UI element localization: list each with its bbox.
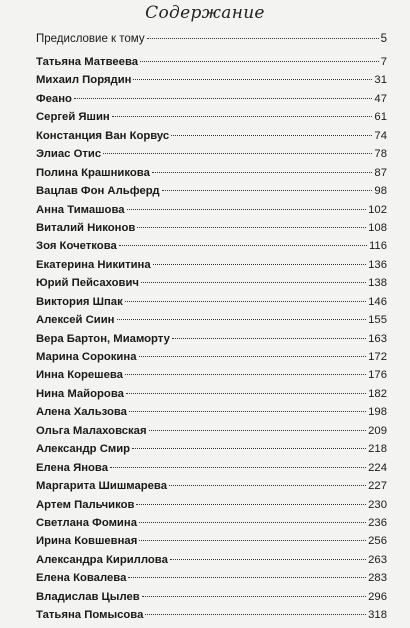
toc-entry-page: 296 [368,590,387,603]
toc-entry [36,93,387,111]
toc-entry [36,480,387,498]
dot-leader [126,393,366,394]
toc-entry-page: 146 [368,295,387,308]
toc-entry [36,148,387,166]
toc-list [36,56,387,628]
toc-entry-page: 198 [368,406,387,419]
dot-leader [172,338,366,339]
dot-leader [142,596,366,597]
toc-entry [36,351,387,369]
toc-entry-page: 47 [374,92,387,105]
toc-entry-page: 227 [368,480,387,493]
dot-leader [147,38,379,39]
toc-entry [36,167,387,185]
toc-entry-name: Александра Кириллова [36,553,168,566]
toc-entry-name: Полина Крашникова [36,166,150,179]
toc-entry-name: Елена Ковалева [36,572,127,585]
toc-entry [36,406,387,424]
toc-entry-name: Анна Тимашова [36,203,125,216]
toc-entry [36,277,387,295]
toc-entry [36,388,387,406]
toc-entry-page: 116 [368,240,387,253]
toc-entry-page: 224 [368,461,387,474]
dot-leader [171,135,372,136]
toc-entry [36,609,387,627]
toc-entry-page: 7 [380,56,387,68]
toc-entry-page: 102 [368,203,387,216]
toc-entry [36,185,387,203]
dot-leader [112,116,373,117]
toc-entry-page: 218 [368,443,387,456]
toc-entry [36,296,387,314]
toc-entry-page: 283 [368,572,387,585]
toc-entry-name: Марина Сорокина [36,351,137,363]
dot-leader [127,209,367,210]
toc-entry-name: Елена Янова [36,461,109,474]
dot-leader [128,577,366,578]
dot-leader [110,467,366,468]
toc-entry [36,369,387,387]
toc-entry-name: Элиас Отис [36,148,102,161]
dot-leader [149,430,367,431]
toc-entry [36,333,387,351]
toc-entry-name: Татьяна Матвеева [36,56,139,68]
toc-entry [36,204,387,222]
dot-leader [145,614,366,615]
toc-preface-row [36,33,387,45]
toc-entry-name: Екатерина Никитина [36,258,151,271]
toc-entry [36,591,387,609]
toc-entry-name: Вера Бартон, Миаморту [36,332,170,345]
toc-entry-name: Виктория Шпак [36,295,123,308]
dot-leader [132,448,366,449]
toc-entry-name: Маргарита Шишмарева [36,480,167,493]
dot-leader [153,264,366,265]
dot-leader [117,319,367,320]
toc-entry [36,240,387,258]
toc-entry [36,259,387,277]
toc-entry-page: 163 [368,332,387,345]
toc-entry-page: 74 [374,129,387,142]
toc-entry-name: Татьяна Помысова [36,609,144,622]
toc-entry-name: Юрий Пейсахович [36,277,139,290]
toc-entry [36,314,387,332]
toc-entry-page: 61 [374,111,387,124]
toc-entry-name: Артем Пальчиков [36,498,135,511]
toc-entry-page: 209 [368,424,387,437]
toc-entry [36,572,387,590]
toc-entry-name: Сергей Яшин [36,111,110,124]
toc-entry [36,554,387,572]
dot-leader [133,79,372,80]
page-title: Содержание [145,3,265,23]
toc-entry-page: 318 [368,609,387,622]
dot-leader [125,301,366,302]
toc-entry-name: Зоя Кочеткова [36,240,117,253]
toc-entry-name: Виталий Никонов [36,221,136,234]
dot-leader [74,98,372,99]
toc-entry-page: 256 [368,535,387,548]
toc-entry-page: 31 [374,74,387,87]
toc-entry-page: 176 [368,369,387,382]
dot-leader [140,61,379,62]
toc-entry [36,222,387,240]
toc-entry-page: 108 [368,221,387,234]
toc-entry-name: Светлана Фомина [36,516,137,529]
toc-entry-page: 172 [368,351,387,363]
toc-entry-page: 87 [374,166,387,179]
toc-entry-name: Михаил Порядин [36,74,132,87]
toc-entry-page: 138 [368,277,387,290]
dot-leader [125,374,366,375]
dot-leader [137,227,366,228]
dot-leader [152,172,373,173]
dot-leader [103,153,372,154]
dot-leader [169,485,366,486]
toc-preface-label: Предисловие к тому [36,33,145,45]
toc-entry-name: Инна Корешева [36,369,123,382]
toc-entry [36,130,387,148]
toc-preface-page: 5 [380,33,387,45]
toc-entry-page: 182 [368,387,387,400]
toc-entry-name: Александр Смир [36,443,131,456]
toc-entry-page: 98 [374,185,387,198]
toc-entry-page: 78 [374,148,387,161]
toc-entry-name: Алексей Сиин [36,314,115,327]
toc-entry-name: Нина Майорова [36,387,124,400]
toc-entry-page: 230 [368,498,387,511]
dot-leader [139,540,366,541]
toc-entry [36,56,387,74]
toc-entry [36,535,387,553]
dot-leader [129,411,366,412]
toc-entry-page: 263 [368,553,387,566]
toc-entry-page: 136 [368,258,387,271]
toc-entry [36,425,387,443]
toc-entry-name: Вацлав Фон Альферд [36,185,160,198]
toc-entry-name: Феано [36,92,72,105]
toc-entry [36,111,387,129]
dot-leader [141,282,366,283]
toc-entry-name: Констанция Ван Корвус [36,129,170,142]
toc-entry [36,499,387,517]
toc-entry [36,74,387,92]
toc-entry [36,443,387,461]
dot-leader [119,245,367,246]
dot-leader [162,190,373,191]
dot-leader [139,356,367,357]
toc-entry-name: Владислав Цылев [36,590,140,603]
toc-entry-page: 155 [368,314,387,327]
toc-entry-name: Ирина Ковшевная [36,535,138,548]
toc-entry-name: Алена Хальзова [36,406,127,419]
toc-entry-name: Ольга Малаховская [36,424,147,437]
dot-leader [139,522,366,523]
toc-entry [36,462,387,480]
toc-entry-page: 236 [368,516,387,529]
dot-leader [136,504,366,505]
dot-leader [170,559,366,560]
